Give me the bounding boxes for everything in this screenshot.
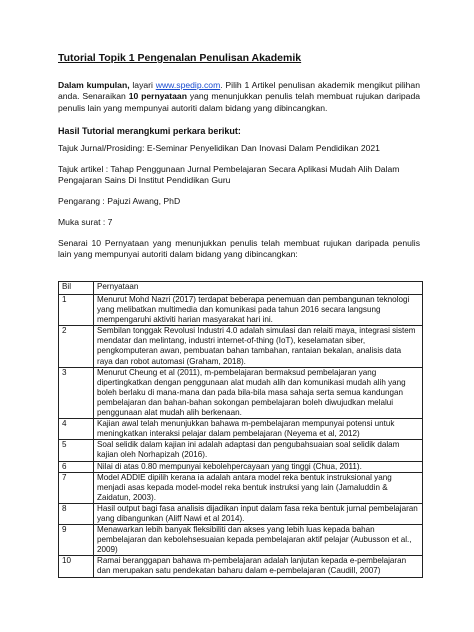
table-row (59, 367, 423, 418)
table-row (59, 440, 423, 461)
header-bil: Bil (59, 282, 94, 295)
table-row (59, 419, 423, 440)
document-title: Tutorial Topik 1 Pengenalan Penulisan Akademik (58, 52, 302, 64)
row-statement: Soal selidik dalam kajian ini adalah adaptasi dan pengubahsuaian soal selidik dalam kajian oleh Norhapizah (2016). (94, 440, 423, 461)
author-line: Pengarang : Pajuzi Awang, PhD (58, 196, 181, 206)
row-number: 8 (59, 503, 94, 524)
row-statement: Kajian awal telah menunjukkan bahawa m-pembelajaran mempunyai potensi untuk meningkatkan interaksi pelajar dalam pembelajaran (Neyema et al, 2012) (94, 419, 423, 440)
intro-paragraph (58, 80, 420, 114)
table-row (59, 461, 423, 472)
table-header-row (59, 282, 423, 295)
after-link-text: . Pilih 1 Artikel penulisan akademik mengikut pilihan anda. Senaraikan (58, 80, 420, 102)
journal-title: Tajuk Jurnal/Prosiding: E-Seminar Penyelidikan Dan Inovasi Dalam Pendidikan 2021 (58, 143, 380, 153)
row-number: 2 (59, 326, 94, 367)
row-statement: Hasil output bagi fasa analisis dijadikan input dalam fasa reka bentuk jurnal pembelajaran yang dibangunkan (Aliff Nawi et al 2014). (94, 503, 423, 524)
header-pernyataan: Pernyataan (94, 282, 423, 295)
row-number: 10 (59, 556, 94, 577)
row-statement: Nilai di atas 0.80 mempunyai kebolehpercayaan yang tinggi (Chua, 2011). (94, 461, 423, 472)
row-number: 7 (59, 472, 94, 503)
visit-text: layari (132, 80, 153, 90)
article-title: Tajuk artikel : Tahap Penggunaan Jurnal Pembelajaran Secara Aplikasi Mudah Alih Dalam Pengajaran Sains Di Institut Pendidikan Guru (58, 164, 400, 186)
list-intro: Senarai 10 Pernyataan yang menunjukkan penulis telah membuat rujukan daripada penulis lain yang mempunyai autoriti dalam bidang yang dibincangkan: (58, 238, 420, 260)
row-statement: Model ADDIE dipilih kerana ia adalah antara model reka bentuk instruksional yang menjadi asas kepada model-model reka bentuk instruksi yang lain (Jamaluddin & Zaidatun, 2003). (94, 472, 423, 503)
intro-rest: yang menunjukkan penulis telah membuat rujukan daripada penulis lain yang mempunyai autoriti dalam bidang yang dibincangkan. (58, 91, 421, 113)
table-row (59, 503, 423, 524)
table-row (59, 525, 423, 556)
row-statement: Sembilan tonggak Revolusi Industri 4.0 adalah simulasi dan relaiti maya, integrasi sistem mendatar dan melintang, industri internet-of-thing (IoT), keselamatan siber, pengkomputeran awan, pembuatan bahan tambahan, rantaian bekalan, analisis data raya dan robot automasi (Graham, 2018). (94, 326, 423, 367)
pages-line: Muka surat : 7 (58, 217, 113, 227)
row-number: 5 (59, 440, 94, 461)
row-number: 6 (59, 461, 94, 472)
group-label: Dalam kumpulan, (58, 80, 130, 90)
row-number: 3 (59, 367, 94, 418)
table-row (59, 326, 423, 367)
spedip-link[interactable]: www.spedip.com (155, 80, 221, 90)
row-number: 1 (59, 295, 94, 326)
table-row (59, 556, 423, 577)
summary-heading: Hasil Tutorial merangkumi perkara berikut: (58, 126, 241, 136)
row-statement: Ramai beranggapan bahawa m-pembelajaran adalah lanjutan kepada e-pembelajaran dan merupakan satu pendekatan baharu dalam e-pembelajaran (Caudill, 2007) (94, 556, 423, 577)
row-number: 9 (59, 525, 94, 556)
row-statement: Menurut Cheung et al (2011), m-pembelajaran bermaksud pembelajaran yang dipertingkatkan dengan penggunaan alat mudah alih dan komunikasi mudah alih yang boleh berlaku di mana-mana dan pada bila-bila masa sahaja serta semua kandungan pembelajaran dan bahan-bahan sokongan pembelajaran boleh diwujudkan melalui penggunaan alat mudah alih berkenaan. (94, 367, 423, 418)
table-row (59, 295, 423, 326)
bold-count: 10 pernyataan (128, 91, 187, 102)
row-number: 4 (59, 419, 94, 440)
statements-table (58, 281, 423, 578)
row-statement: Menawarkan lebih banyak fleksibiliti dan akses yang lebih luas kepada bahan pembelajaran dan kebolehsesuaian kepada pembelajaran aktif pelajar (Aubusson et al., 2009) (94, 525, 423, 556)
row-statement: Menurut Mohd Nazri (2017) terdapat beberapa penemuan dan pembangunan teknologi yang melibatkan multimedia dan komunikasi pada tahun 2016 secara langsung mempengaruhi aktiviti harian masyarakat hari ini. (94, 295, 423, 326)
table-row (59, 472, 423, 503)
